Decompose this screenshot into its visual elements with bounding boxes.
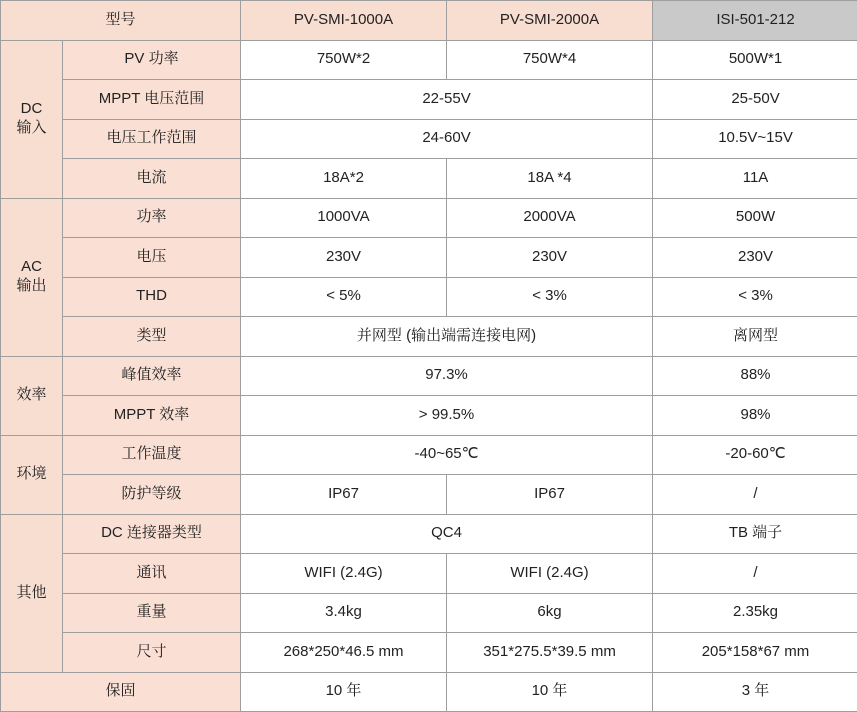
table-row (1, 514, 857, 554)
table-row (1, 475, 857, 515)
value-model-c: 11A (653, 159, 857, 199)
value-model-c: 205*158*67 mm (653, 633, 857, 673)
value-model-b: 230V (447, 238, 653, 278)
table-row (1, 159, 857, 199)
value-model-a: 1000VA (241, 198, 447, 238)
value-model-a: 18A*2 (241, 159, 447, 199)
value-model-b: 6kg (447, 593, 653, 633)
group-label-other: 其他 (1, 514, 63, 672)
group-label-line1: AC (21, 258, 42, 276)
value-model-c: 230V (653, 238, 857, 278)
value-model-c: TB 端子 (653, 514, 857, 554)
table-row (1, 317, 857, 357)
value-model-c: 88% (653, 356, 857, 396)
param-label: 电压 (63, 238, 241, 278)
group-label-line2: 输入 (16, 119, 47, 136)
value-model-b: 2000VA (447, 198, 653, 238)
value-merged-ab: 97.3% (241, 356, 653, 396)
value-model-a: 3.4kg (241, 593, 447, 633)
table-row (1, 356, 857, 396)
param-label: MPPT 效率 (63, 396, 241, 436)
value-model-b: 18A *4 (447, 159, 653, 199)
value-model-c: 25-50V (653, 80, 857, 120)
param-label: 电流 (63, 159, 241, 199)
table-row (1, 396, 857, 436)
value-model-c: 98% (653, 396, 857, 436)
header-model-a: PV-SMI-1000A (241, 1, 447, 41)
value-model-c: 3 年 (653, 672, 857, 712)
group-label-environment: 环境 (1, 435, 63, 514)
value-model-c: < 3% (653, 277, 857, 317)
value-model-c: / (653, 475, 857, 515)
value-model-b: < 3% (447, 277, 653, 317)
value-model-a: IP67 (241, 475, 447, 515)
value-model-b: 10 年 (447, 672, 653, 712)
param-label-warranty: 保固 (1, 672, 241, 712)
table-row (1, 198, 857, 238)
group-label-efficiency: 效率 (1, 356, 63, 435)
group-label-ac-output (1, 198, 63, 356)
value-merged-ab: -40~65℃ (241, 435, 653, 475)
value-model-c: 10.5V~15V (653, 119, 857, 159)
table-row (1, 238, 857, 278)
param-label: THD (63, 277, 241, 317)
table-row (1, 40, 857, 80)
value-model-b: 351*275.5*39.5 mm (447, 633, 653, 673)
param-label: 类型 (63, 317, 241, 357)
value-model-c: 500W*1 (653, 40, 857, 80)
value-model-b: IP67 (447, 475, 653, 515)
value-model-a: WIFI (2.4G) (241, 554, 447, 594)
value-model-a: 268*250*46.5 mm (241, 633, 447, 673)
value-merged-ab: QC4 (241, 514, 653, 554)
param-label: 重量 (63, 593, 241, 633)
table-row (1, 435, 857, 475)
param-label: PV 功率 (63, 40, 241, 80)
value-model-c: / (653, 554, 857, 594)
table-row (1, 593, 857, 633)
header-model-label: 型号 (1, 1, 241, 41)
param-label: 电压工作范围 (63, 119, 241, 159)
table-header-row (1, 1, 857, 41)
value-model-a: 230V (241, 238, 447, 278)
value-model-b: 750W*4 (447, 40, 653, 80)
param-label: DC 连接器类型 (63, 514, 241, 554)
value-model-a: 10 年 (241, 672, 447, 712)
value-model-b: WIFI (2.4G) (447, 554, 653, 594)
value-merged-ab: > 99.5% (241, 396, 653, 436)
table-row (1, 554, 857, 594)
value-model-c: -20-60℃ (653, 435, 857, 475)
table-row (1, 119, 857, 159)
value-model-a: < 5% (241, 277, 447, 317)
param-label: 防护等级 (63, 475, 241, 515)
table-row (1, 80, 857, 120)
param-label: 通讯 (63, 554, 241, 594)
value-merged-ab: 22-55V (241, 80, 653, 120)
value-model-c: 500W (653, 198, 857, 238)
param-label: 工作温度 (63, 435, 241, 475)
header-model-b: PV-SMI-2000A (447, 1, 653, 41)
param-label: 功率 (63, 198, 241, 238)
value-merged-ab: 并网型 (输出端需连接电网) (241, 317, 653, 357)
header-model-c: ISI-501-212 (653, 1, 857, 41)
table-row (1, 633, 857, 673)
group-label-dc-input (1, 40, 63, 198)
table-row (1, 277, 857, 317)
value-model-c: 2.35kg (653, 593, 857, 633)
param-label: MPPT 电压范围 (63, 80, 241, 120)
group-label-line2: 输出 (16, 277, 47, 294)
value-model-c: 离网型 (653, 317, 857, 357)
param-label: 尺寸 (63, 633, 241, 673)
table-row (1, 672, 857, 712)
value-model-a: 750W*2 (241, 40, 447, 80)
group-label-line1: DC (20, 100, 43, 118)
param-label: 峰值效率 (63, 356, 241, 396)
value-merged-ab: 24-60V (241, 119, 653, 159)
